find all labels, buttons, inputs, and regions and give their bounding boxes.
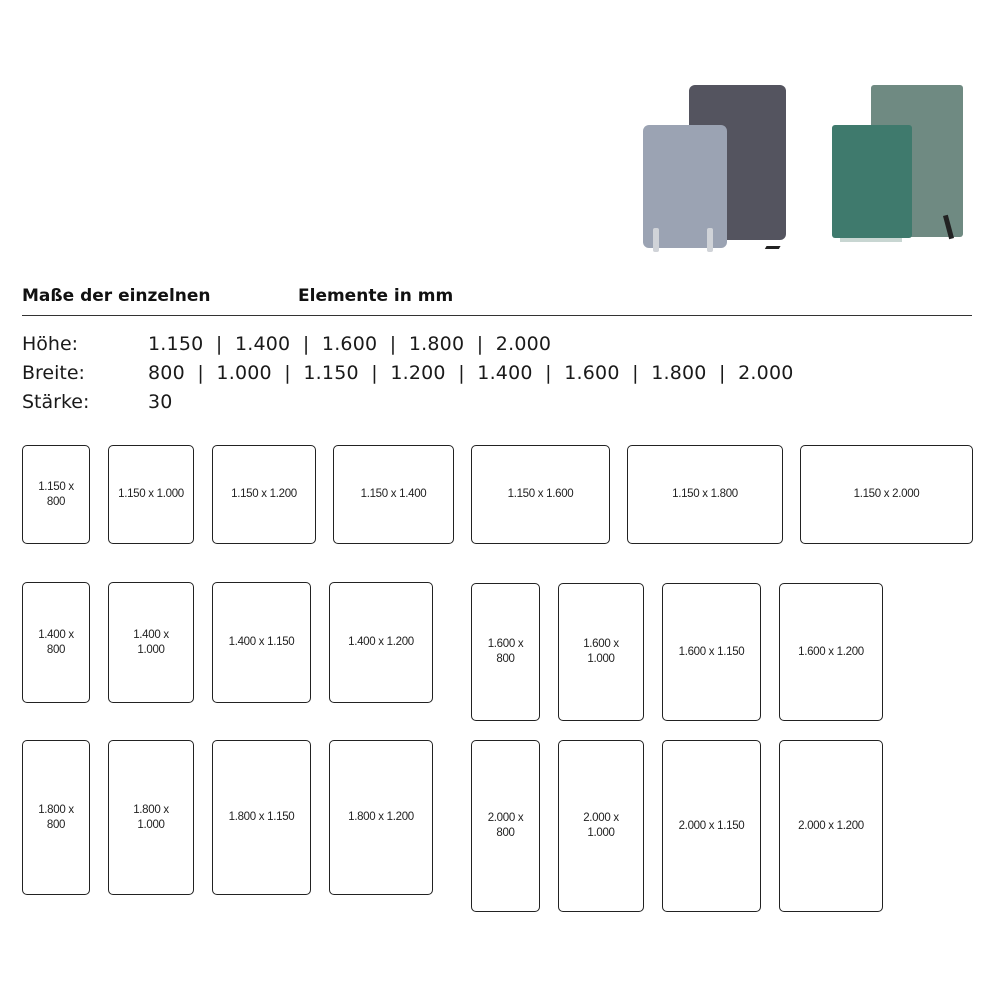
divider	[22, 315, 972, 316]
width-values: 800 | 1.000 | 1.150 | 1.200 | 1.400 | 1.600 | 1.800 | 2.000	[148, 362, 794, 384]
size-box: 2.000 x 1.000	[558, 740, 644, 912]
size-box: 1.800 x 800	[22, 740, 90, 895]
size-box: 2.000 x 1.150	[662, 740, 761, 912]
section-title-part1: Maße der einzelnen	[22, 286, 211, 306]
size-box: 1.150 x 1.400	[333, 445, 454, 544]
size-box: 1.400 x 800	[22, 582, 90, 703]
size-box: 1.800 x 1.150	[212, 740, 311, 895]
size-box: 2.000 x 1.200	[779, 740, 883, 912]
thickness-label: Stärke:	[22, 391, 90, 413]
size-box: 1.600 x 1.200	[779, 583, 883, 721]
size-box: 1.400 x 1.000	[108, 582, 194, 703]
size-box: 1.400 x 1.150	[212, 582, 311, 703]
size-box: 1.150 x 800	[22, 445, 90, 544]
height-label: Höhe:	[22, 333, 79, 355]
green-panel	[832, 125, 912, 238]
size-box: 1.600 x 1.000	[558, 583, 644, 721]
size-box: 1.150 x 1.800	[627, 445, 783, 544]
thickness-value: 30	[148, 391, 173, 413]
size-box: 1.800 x 1.000	[108, 740, 194, 895]
size-box: 1.400 x 1.200	[329, 582, 433, 703]
size-box: 1.150 x 1.200	[212, 445, 316, 544]
size-box: 2.000 x 800	[471, 740, 540, 912]
size-box: 1.600 x 1.150	[662, 583, 761, 721]
height-values: 1.150 | 1.400 | 1.600 | 1.800 | 2.000	[148, 333, 552, 355]
panel-foot	[707, 228, 713, 252]
width-label: Breite:	[22, 362, 85, 384]
size-box: 1.150 x 1.600	[471, 445, 610, 544]
panel-foot	[653, 228, 659, 252]
size-box: 1.600 x 800	[471, 583, 540, 721]
section-title-part2: Elemente in mm	[298, 286, 454, 306]
size-box: 1.800 x 1.200	[329, 740, 433, 895]
panel-foot	[840, 238, 902, 242]
size-box: 1.150 x 2.000	[800, 445, 973, 544]
size-box: 1.150 x 1.000	[108, 445, 194, 544]
